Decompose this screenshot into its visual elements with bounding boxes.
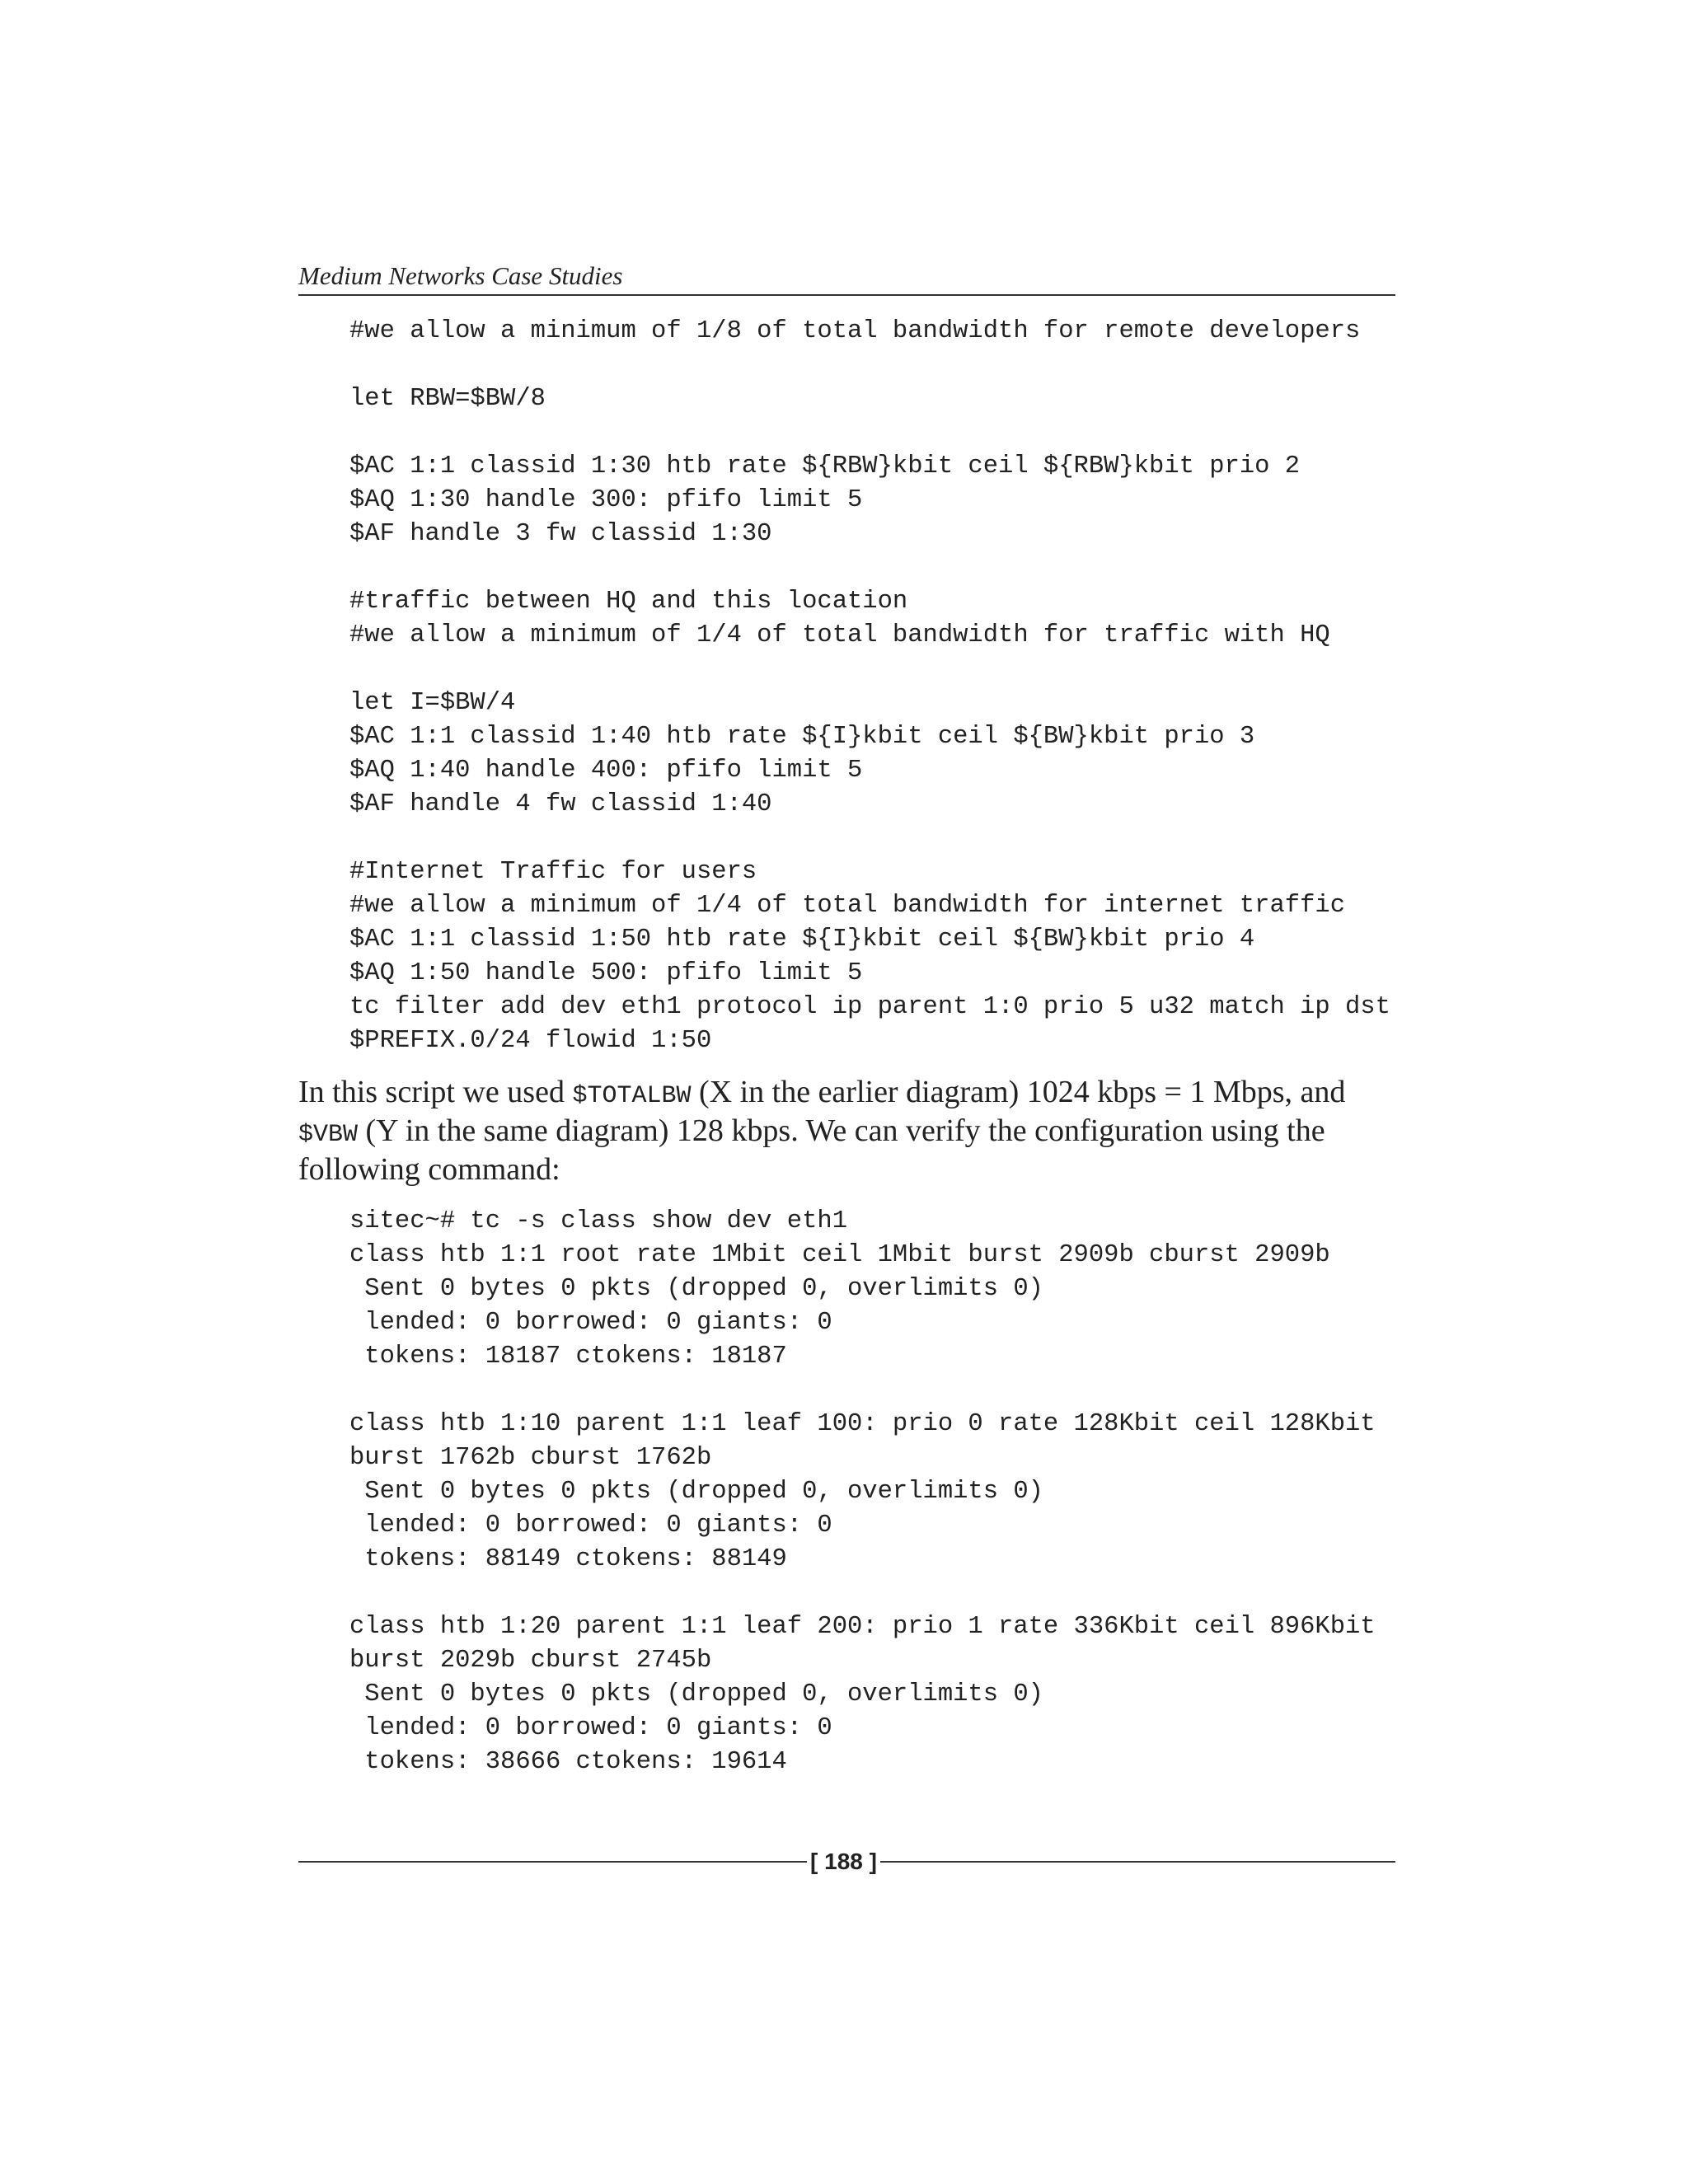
code-line: $AC 1:1 classid 1:40 htb rate ${I}kbit ceil ${BW}kbit prio 3 <box>349 723 1255 751</box>
code-line: #we allow a minimum of 1/8 of total bandwidth for remote developers <box>349 317 1361 345</box>
running-header-title: Medium Networks Case Studies <box>298 261 623 290</box>
code-block-tc-output <box>349 1205 1376 1779</box>
code-line <box>349 551 1390 585</box>
paragraph-text: In this script we used <box>298 1075 573 1109</box>
code-line: $AC 1:1 classid 1:50 htb rate ${I}kbit ceil ${BW}kbit prio 4 <box>349 926 1255 954</box>
code-line: Sent 0 bytes 0 pkts (dropped 0, overlimits 0) <box>349 1680 1043 1708</box>
code-line: lended: 0 borrowed: 0 giants: 0 <box>349 1714 832 1742</box>
code-line: $AF handle 4 fw classid 1:40 <box>349 790 772 818</box>
code-line: tokens: 18187 ctokens: 18187 <box>349 1343 787 1371</box>
code-line: $AQ 1:50 handle 500: pfifo limit 5 <box>349 959 863 987</box>
code-line: $AQ 1:40 handle 400: pfifo limit 5 <box>349 757 863 785</box>
code-line <box>349 653 1390 687</box>
code-line: tokens: 38666 ctokens: 19614 <box>349 1748 787 1776</box>
code-line: lended: 0 borrowed: 0 giants: 0 <box>349 1309 832 1337</box>
code-line: $AQ 1:30 handle 300: pfifo limit 5 <box>349 486 863 514</box>
code-line <box>349 1374 1376 1408</box>
page-header <box>298 260 1395 296</box>
code-line: $AC 1:1 classid 1:30 htb rate ${RBW}kbit ceil ${RBW}kbit prio 2 <box>349 452 1301 480</box>
code-line: class htb 1:20 parent 1:1 leaf 200: prio 1 rate 336Kbit ceil 896Kbit <box>349 1613 1376 1641</box>
code-line <box>349 416 1390 450</box>
inline-code-totalbw: $TOTALBW <box>572 1082 692 1110</box>
body-paragraph <box>298 1075 1395 1187</box>
code-line: #we allow a minimum of 1/4 of total bandwidth for internet traffic <box>349 892 1345 920</box>
code-line: class htb 1:10 parent 1:1 leaf 100: prio 0 rate 128Kbit ceil 128Kbit <box>349 1410 1376 1438</box>
code-line: #we allow a minimum of 1/4 of total bandwidth for traffic with HQ <box>349 621 1330 649</box>
code-line: $PREFIX.0/24 flowid 1:50 <box>349 1027 712 1055</box>
paragraph-text: (X in the earlier diagram) 1024 kbps = 1 Mbps, and <box>691 1075 1346 1109</box>
inline-code-vbw: $VBW <box>298 1121 359 1149</box>
code-line: tokens: 88149 ctokens: 88149 <box>349 1545 787 1573</box>
page-footer <box>298 1843 1395 1881</box>
code-line: $AF handle 3 fw classid 1:30 <box>349 520 772 548</box>
code-line <box>349 1577 1376 1610</box>
footer-rule-left <box>298 1861 807 1863</box>
code-line: class htb 1:1 root rate 1Mbit ceil 1Mbit burst 2909b cburst 2909b <box>349 1241 1330 1269</box>
code-line: let I=$BW/4 <box>349 689 516 717</box>
page-number: [ 188 ] <box>810 1849 877 1874</box>
paragraph-text: (Y in the same diagram) 128 kbps. We can verify the configuration using the following command: <box>298 1113 1325 1187</box>
code-line: lended: 0 borrowed: 0 giants: 0 <box>349 1511 832 1540</box>
code-line: tc filter add dev eth1 protocol ip parent 1:0 prio 5 u32 match ip dst <box>349 993 1390 1021</box>
footer-rule-right <box>880 1861 1395 1863</box>
code-line: sitec~# tc -s class show dev eth1 <box>349 1207 847 1235</box>
code-line: Sent 0 bytes 0 pkts (dropped 0, overlimits 0) <box>349 1275 1043 1303</box>
code-line <box>349 349 1390 382</box>
code-line: burst 2029b cburst 2745b <box>349 1647 712 1675</box>
code-line: #traffic between HQ and this location <box>349 588 908 616</box>
code-line: let RBW=$BW/8 <box>349 385 546 413</box>
code-block-tc-script <box>349 315 1390 1058</box>
code-line: burst 1762b cburst 1762b <box>349 1444 712 1472</box>
code-line: #Internet Traffic for users <box>349 858 757 886</box>
code-line <box>349 822 1390 855</box>
code-line: Sent 0 bytes 0 pkts (dropped 0, overlimits 0) <box>349 1478 1043 1506</box>
